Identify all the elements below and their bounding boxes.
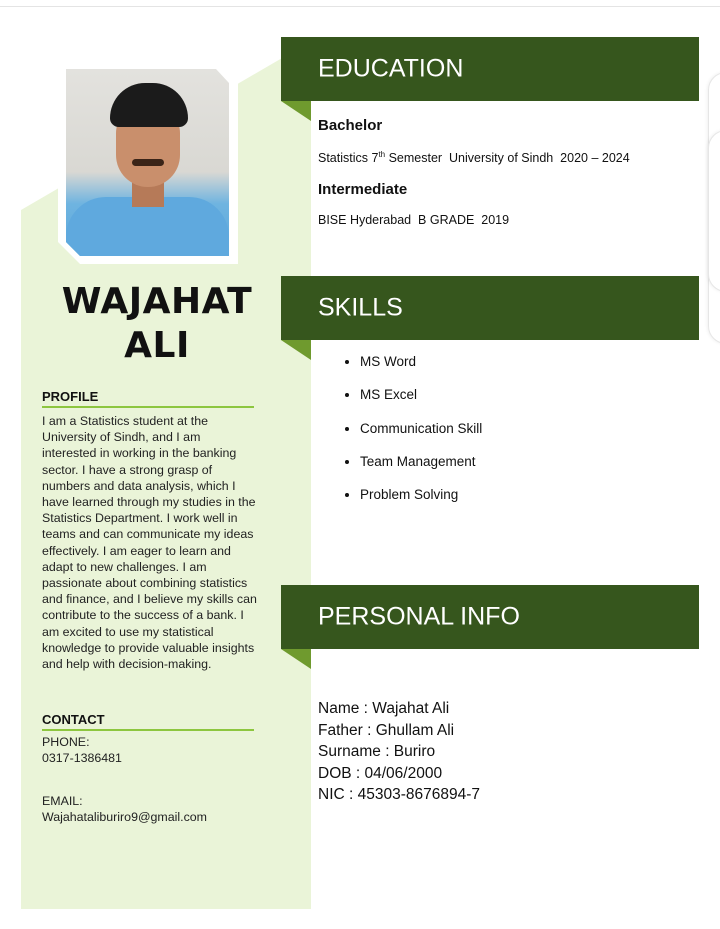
info-dob: DOB : 04/06/2000 [318, 764, 443, 782]
email-label: EMAIL: [42, 794, 83, 808]
education-header [281, 37, 699, 101]
profile-photo [66, 69, 229, 256]
personal-info-header [281, 585, 699, 649]
contact-heading: CONTACT [42, 712, 254, 731]
edge-overlay-card-inner [708, 130, 720, 292]
email-block [42, 793, 258, 825]
info-father: Father : Ghullam Ali [318, 721, 455, 739]
personal-info-list [318, 698, 480, 806]
skills-title: SKILLS [318, 293, 403, 322]
skill-item: • Communication Skill [360, 419, 482, 452]
info-name: Name : Wajahat Ali [318, 700, 450, 717]
personal-info-title: PERSONAL INFO [318, 602, 520, 631]
name-line-2: ALI [124, 325, 190, 366]
top-divider [0, 6, 720, 7]
education-degree-2: Intermediate [318, 181, 408, 198]
phone-label: PHONE: [42, 735, 90, 749]
education-title: EDUCATION [318, 54, 464, 83]
skills-list [318, 352, 482, 518]
info-surname: Surname : Buriro [318, 743, 436, 760]
phone-value: 0317-1386481 [42, 751, 122, 766]
skills-header [281, 276, 699, 340]
skill-item: • MS Excel [360, 385, 482, 418]
photo-frame [58, 60, 238, 264]
education-detail-1: Statistics 7th Semester University of Sindh 2020 – 2024 [318, 150, 630, 166]
email-value[interactable]: Wajahataliburiro9@gmail.com [42, 810, 207, 825]
phone-block [42, 734, 258, 766]
skill-item: • Team Management [360, 452, 482, 485]
candidate-name [21, 280, 293, 368]
profile-heading: PROFILE [42, 389, 254, 408]
education-degree-1: Bachelor [318, 117, 383, 134]
education-detail-2: BISE Hyderabad B GRADE 2019 [318, 213, 510, 227]
skill-item: • Problem Solving [360, 485, 482, 518]
skill-item: • MS Word [360, 352, 482, 385]
profile-text: I am a Statistics student at the University of Sindh, and I am interested in working in the banking sector. I have a strong grasp of numbers and data analysis, which I have learned through my studies in the Statistics Department. I work well in teams and can communicate my ideas effectively. I am eager to learn and adapt to new challenges. I am passionate about combining statistics and finance, and I believe my skills can contribute to the success of a bank. I am excited to use my statistical knowledge to provide valuable insights and help with decision-making. [42, 414, 257, 672]
name-line-1: WAJAHAT [61, 281, 253, 322]
info-nic: NIC : 45303-8676894-7 [318, 786, 481, 803]
